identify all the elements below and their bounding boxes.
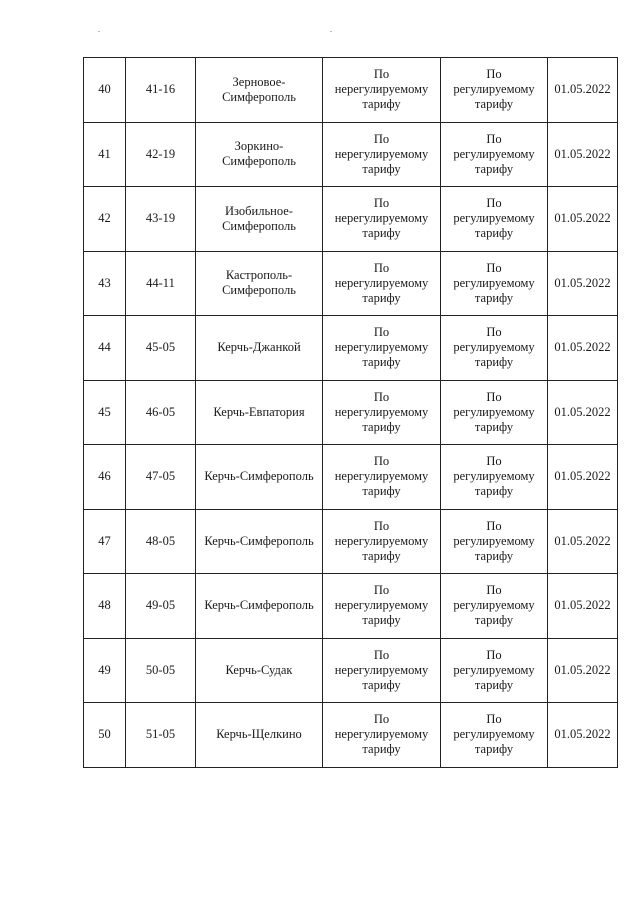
regulated-tariff-cell <box>441 445 548 510</box>
unregulated-tariff-cell-text: нерегулируемому <box>334 727 429 742</box>
route-name-cell <box>196 703 323 768</box>
route-code-cell <box>126 638 196 703</box>
unregulated-tariff-cell <box>323 58 441 123</box>
route-name-cell <box>196 445 323 510</box>
unregulated-tariff-cell-text: По <box>373 67 390 82</box>
unregulated-tariff-cell-text: тарифу <box>362 161 401 176</box>
effective-date-cell <box>548 638 618 703</box>
regulated-tariff-cell <box>441 187 548 252</box>
route-code-cell-text: 42-19 <box>145 146 176 161</box>
route-name-cell <box>196 58 323 123</box>
regulated-tariff-cell-text: регулируемому <box>453 275 535 290</box>
regulated-tariff-cell-text: регулируемому <box>453 469 535 484</box>
scan-speck <box>330 31 332 32</box>
regulated-tariff-cell <box>441 703 548 768</box>
route-code-cell <box>126 703 196 768</box>
regulated-tariff-cell-text: регулируемому <box>453 662 535 677</box>
effective-date-cell-text: 01.05.2022 <box>554 727 611 742</box>
regulated-tariff-cell-text: тарифу <box>474 290 514 305</box>
route-code-cell <box>126 187 196 252</box>
unregulated-tariff-cell-text: тарифу <box>362 97 401 112</box>
unregulated-tariff-cell-text: нерегулируемому <box>334 82 429 97</box>
table-row <box>84 316 618 381</box>
route-name-cell-text: Симферополь <box>222 218 296 233</box>
regulated-tariff-cell-text: По <box>486 389 502 404</box>
unregulated-tariff-cell-text: нерегулируемому <box>334 469 429 484</box>
regulated-tariff-cell-text: тарифу <box>474 355 514 370</box>
regulated-tariff-cell-text: тарифу <box>474 97 514 112</box>
effective-date-cell-text: 01.05.2022 <box>554 469 611 484</box>
regulated-tariff-cell-text: По <box>486 518 502 533</box>
regulated-tariff-cell-text: регулируемому <box>453 211 535 226</box>
unregulated-tariff-cell <box>323 638 441 703</box>
unregulated-tariff-cell-text: тарифу <box>362 290 401 305</box>
regulated-tariff-cell-text: тарифу <box>474 613 514 628</box>
regulated-tariff-cell <box>441 509 548 574</box>
row-number-cell <box>84 703 126 768</box>
regulated-tariff-cell <box>441 122 548 187</box>
effective-date-cell <box>548 122 618 187</box>
row-number-cell <box>84 445 126 510</box>
route-name-cell-text: Керчь-Судак <box>225 662 293 677</box>
regulated-tariff-cell-text: тарифу <box>474 484 514 499</box>
route-name-cell-text: Керчь-Джанкой <box>217 340 301 355</box>
row-number-cell-text: 44 <box>98 340 111 355</box>
row-number-cell <box>84 316 126 381</box>
row-number-cell <box>84 187 126 252</box>
effective-date-cell-text: 01.05.2022 <box>554 340 611 355</box>
route-name-cell-text: Керчь-Евпатория <box>213 404 305 419</box>
row-number-cell <box>84 122 126 187</box>
unregulated-tariff-cell-text: тарифу <box>362 677 401 692</box>
route-name-cell-text: Симферополь <box>222 154 296 169</box>
unregulated-tariff-cell-text: тарифу <box>362 226 401 241</box>
regulated-tariff-cell-text: По <box>486 647 502 662</box>
route-code-cell <box>126 251 196 316</box>
row-number-cell-text: 43 <box>98 275 111 290</box>
regulated-tariff-cell-text: тарифу <box>474 161 514 176</box>
unregulated-tariff-cell <box>323 445 441 510</box>
unregulated-tariff-cell-text: нерегулируемому <box>334 598 429 613</box>
unregulated-tariff-cell-text: По <box>373 260 390 275</box>
unregulated-tariff-cell <box>323 316 441 381</box>
route-name-cell <box>196 509 323 574</box>
effective-date-cell <box>548 187 618 252</box>
scan-speck <box>98 31 100 32</box>
regulated-tariff-cell <box>441 316 548 381</box>
unregulated-tariff-cell-text: нерегулируемому <box>334 662 429 677</box>
row-number-cell <box>84 638 126 703</box>
regulated-tariff-cell-text: тарифу <box>474 419 514 434</box>
route-name-cell-text: Керчь-Симферополь <box>204 598 314 613</box>
unregulated-tariff-cell-text: тарифу <box>362 613 401 628</box>
route-name-cell <box>196 316 323 381</box>
unregulated-tariff-cell-text: По <box>373 196 390 211</box>
unregulated-tariff-cell-text: тарифу <box>362 484 401 499</box>
row-number-cell <box>84 380 126 445</box>
unregulated-tariff-cell-text: тарифу <box>362 419 401 434</box>
effective-date-cell <box>548 380 618 445</box>
route-code-cell <box>126 122 196 187</box>
unregulated-tariff-cell <box>323 122 441 187</box>
regulated-tariff-cell-text: регулируемому <box>453 533 535 548</box>
route-code-cell-text: 48-05 <box>145 533 176 548</box>
table-row <box>84 638 618 703</box>
effective-date-cell-text: 01.05.2022 <box>554 404 611 419</box>
route-code-cell-text: 49-05 <box>145 598 176 613</box>
route-code-cell-text: 47-05 <box>145 469 176 484</box>
table-row <box>84 574 618 639</box>
effective-date-cell-text: 01.05.2022 <box>554 275 611 290</box>
table-row <box>84 187 618 252</box>
effective-date-cell <box>548 445 618 510</box>
unregulated-tariff-cell <box>323 703 441 768</box>
unregulated-tariff-cell-text: По <box>373 712 390 727</box>
regulated-tariff-cell-text: регулируемому <box>453 404 535 419</box>
table-row <box>84 703 618 768</box>
effective-date-cell <box>548 58 618 123</box>
table-row <box>84 380 618 445</box>
route-code-cell-text: 50-05 <box>145 662 176 677</box>
effective-date-cell <box>548 574 618 639</box>
route-name-cell <box>196 380 323 445</box>
table-row <box>84 251 618 316</box>
route-name-cell-text: Изобильное- <box>225 203 293 218</box>
regulated-tariff-cell-text: По <box>486 325 502 340</box>
row-number-cell <box>84 509 126 574</box>
unregulated-tariff-cell <box>323 574 441 639</box>
regulated-tariff-cell <box>441 638 548 703</box>
regulated-tariff-cell-text: По <box>486 67 502 82</box>
regulated-tariff-cell-text: регулируемому <box>453 727 535 742</box>
route-code-cell-text: 44-11 <box>146 275 175 290</box>
row-number-cell-text: 41 <box>98 146 111 161</box>
effective-date-cell-text: 01.05.2022 <box>554 533 611 548</box>
regulated-tariff-cell-text: тарифу <box>474 548 514 563</box>
unregulated-tariff-cell <box>323 187 441 252</box>
regulated-tariff-cell <box>441 251 548 316</box>
regulated-tariff-cell-text: По <box>486 260 502 275</box>
effective-date-cell-text: 01.05.2022 <box>554 662 611 677</box>
effective-date-cell-text: 01.05.2022 <box>554 211 611 226</box>
unregulated-tariff-cell-text: По <box>373 647 390 662</box>
unregulated-tariff-cell-text: нерегулируемому <box>334 275 429 290</box>
route-code-cell-text: 46-05 <box>145 404 176 419</box>
regulated-tariff-cell-text: По <box>486 196 502 211</box>
regulated-tariff-cell-text: регулируемому <box>453 82 535 97</box>
row-number-cell-text: 45 <box>98 404 111 419</box>
unregulated-tariff-cell-text: нерегулируемому <box>334 211 429 226</box>
effective-date-cell <box>548 251 618 316</box>
route-name-cell <box>196 187 323 252</box>
row-number-cell <box>84 251 126 316</box>
row-number-cell <box>84 58 126 123</box>
unregulated-tariff-cell-text: По <box>373 325 390 340</box>
row-number-cell-text: 40 <box>98 82 111 97</box>
unregulated-tariff-cell <box>323 380 441 445</box>
route-code-cell-text: 45-05 <box>145 340 176 355</box>
unregulated-tariff-cell-text: По <box>373 454 390 469</box>
unregulated-tariff-cell-text: По <box>373 518 390 533</box>
routes-table <box>83 57 618 768</box>
route-code-cell <box>126 380 196 445</box>
row-number-cell-text: 50 <box>98 727 111 742</box>
route-name-cell-text: Зерновое- <box>232 74 286 89</box>
route-code-cell <box>126 58 196 123</box>
regulated-tariff-cell <box>441 574 548 639</box>
unregulated-tariff-cell-text: тарифу <box>362 548 401 563</box>
unregulated-tariff-cell-text: тарифу <box>362 355 401 370</box>
regulated-tariff-cell-text: регулируемому <box>453 340 535 355</box>
table-row <box>84 122 618 187</box>
route-code-cell-text: 41-16 <box>145 82 176 97</box>
effective-date-cell <box>548 316 618 381</box>
row-number-cell-text: 47 <box>98 533 111 548</box>
regulated-tariff-cell-text: тарифу <box>474 742 514 757</box>
unregulated-tariff-cell <box>323 251 441 316</box>
row-number-cell-text: 49 <box>98 662 111 677</box>
route-code-cell <box>126 445 196 510</box>
regulated-tariff-cell-text: тарифу <box>474 677 514 692</box>
regulated-tariff-cell-text: тарифу <box>474 226 514 241</box>
regulated-tariff-cell-text: По <box>486 131 502 146</box>
effective-date-cell-text: 01.05.2022 <box>554 598 611 613</box>
table-row <box>84 509 618 574</box>
routes-table-body <box>84 58 618 768</box>
unregulated-tariff-cell-text: По <box>373 389 390 404</box>
route-name-cell-text: Керчь-Симферополь <box>204 469 314 484</box>
regulated-tariff-cell-text: По <box>486 712 502 727</box>
route-name-cell-text: Симферополь <box>222 89 296 104</box>
route-code-cell-text: 43-19 <box>145 211 176 226</box>
regulated-tariff-cell-text: По <box>486 583 502 598</box>
route-name-cell-text: Кастрополь- <box>225 268 293 283</box>
unregulated-tariff-cell-text: нерегулируемому <box>334 340 429 355</box>
unregulated-tariff-cell-text: тарифу <box>362 742 401 757</box>
unregulated-tariff-cell-text: нерегулируемому <box>334 146 429 161</box>
row-number-cell <box>84 574 126 639</box>
effective-date-cell <box>548 509 618 574</box>
unregulated-tariff-cell <box>323 509 441 574</box>
route-code-cell-text: 51-05 <box>145 727 176 742</box>
route-name-cell <box>196 251 323 316</box>
route-code-cell <box>126 509 196 574</box>
regulated-tariff-cell <box>441 58 548 123</box>
unregulated-tariff-cell-text: По <box>373 131 390 146</box>
route-code-cell <box>126 574 196 639</box>
route-code-cell <box>126 316 196 381</box>
regulated-tariff-cell-text: регулируемому <box>453 146 535 161</box>
effective-date-cell <box>548 703 618 768</box>
unregulated-tariff-cell-text: По <box>373 583 390 598</box>
route-name-cell-text: Симферополь <box>222 283 296 298</box>
table-row <box>84 445 618 510</box>
regulated-tariff-cell-text: По <box>486 454 502 469</box>
table-row <box>84 58 618 123</box>
row-number-cell-text: 46 <box>98 469 111 484</box>
route-name-cell-text: Керчь-Щелкино <box>216 727 302 742</box>
row-number-cell-text: 42 <box>98 211 111 226</box>
regulated-tariff-cell <box>441 380 548 445</box>
regulated-tariff-cell-text: регулируемому <box>453 598 535 613</box>
route-name-cell-text: Зоркино- <box>234 139 284 154</box>
effective-date-cell-text: 01.05.2022 <box>554 82 611 97</box>
route-name-cell <box>196 574 323 639</box>
row-number-cell-text: 48 <box>98 598 111 613</box>
unregulated-tariff-cell-text: нерегулируемому <box>334 404 429 419</box>
effective-date-cell-text: 01.05.2022 <box>554 146 611 161</box>
unregulated-tariff-cell-text: нерегулируемому <box>334 533 429 548</box>
route-name-cell <box>196 638 323 703</box>
route-name-cell-text: Керчь-Симферополь <box>204 533 314 548</box>
route-name-cell <box>196 122 323 187</box>
